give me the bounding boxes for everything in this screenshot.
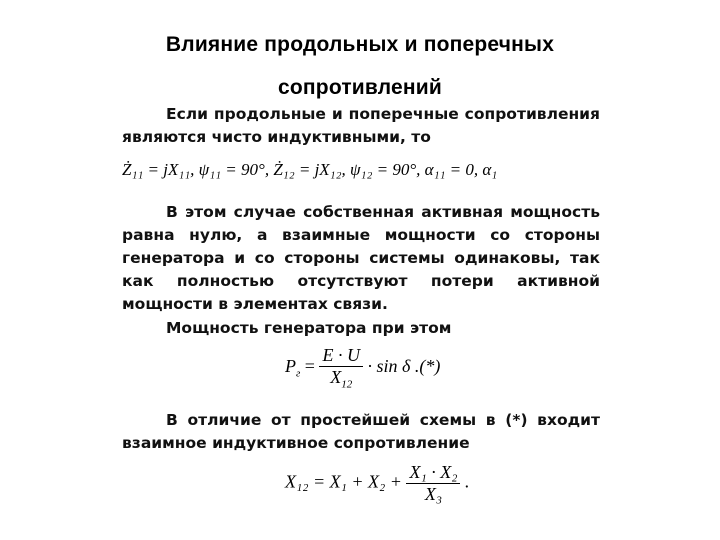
slide-title-line1: Влияние продольных и поперечных: [165, 33, 555, 56]
denominator-subscript: 12: [341, 378, 353, 391]
formula-generator-power: $P_г$ = $\frac{E \cdot U}{X_{12}}$ · sin δ .(*): [285, 345, 441, 391]
reactance-tail: .: [464, 471, 470, 492]
power-symbol: P: [285, 355, 296, 376]
paragraph-mutual-reactance: В отличие от простейшей схемы в (*) входит взаимное индуктивное сопротивление: [122, 411, 600, 452]
formula-rest: · sin δ .(*): [367, 355, 441, 376]
fraction-denominator: [319, 367, 363, 391]
power-fraction: [319, 345, 363, 391]
denominator-symbol: X: [330, 367, 342, 387]
power-subscript: г: [296, 367, 301, 380]
slide-title-line2: сопротивлений: [278, 76, 442, 99]
paragraph-active-power: В этом случае собственная активная мощность равна нулю, а взаимные мощности со стороны генератора и со стороны системы одинаковы, так как полностью отсутствуют потери активной мощности в элементах связи.: [122, 203, 600, 313]
reactance-fraction: [406, 462, 460, 505]
formula-impedances: Ż₁₁ = jX₁₁, ψ₁₁ = 90°, Ż₁₂ = jX₁₂, ψ₁₂ = 90°, α₁₁ = 0, α₁: [122, 160, 498, 179]
fraction-numerator: E · U: [319, 345, 363, 367]
paragraph-intro: Если продольные и поперечные сопротивления являются чисто индуктивными, то: [122, 105, 600, 146]
paragraph-generator-power: Мощность генератора при этом: [166, 319, 452, 337]
reactance-numerator: X₁ · X₂: [406, 462, 460, 484]
reactance-denominator: X₃: [424, 484, 443, 504]
reactance-lhs: X₁₂ = X₁ + X₂ +: [285, 471, 402, 492]
formula-mutual-reactance: [285, 462, 469, 505]
